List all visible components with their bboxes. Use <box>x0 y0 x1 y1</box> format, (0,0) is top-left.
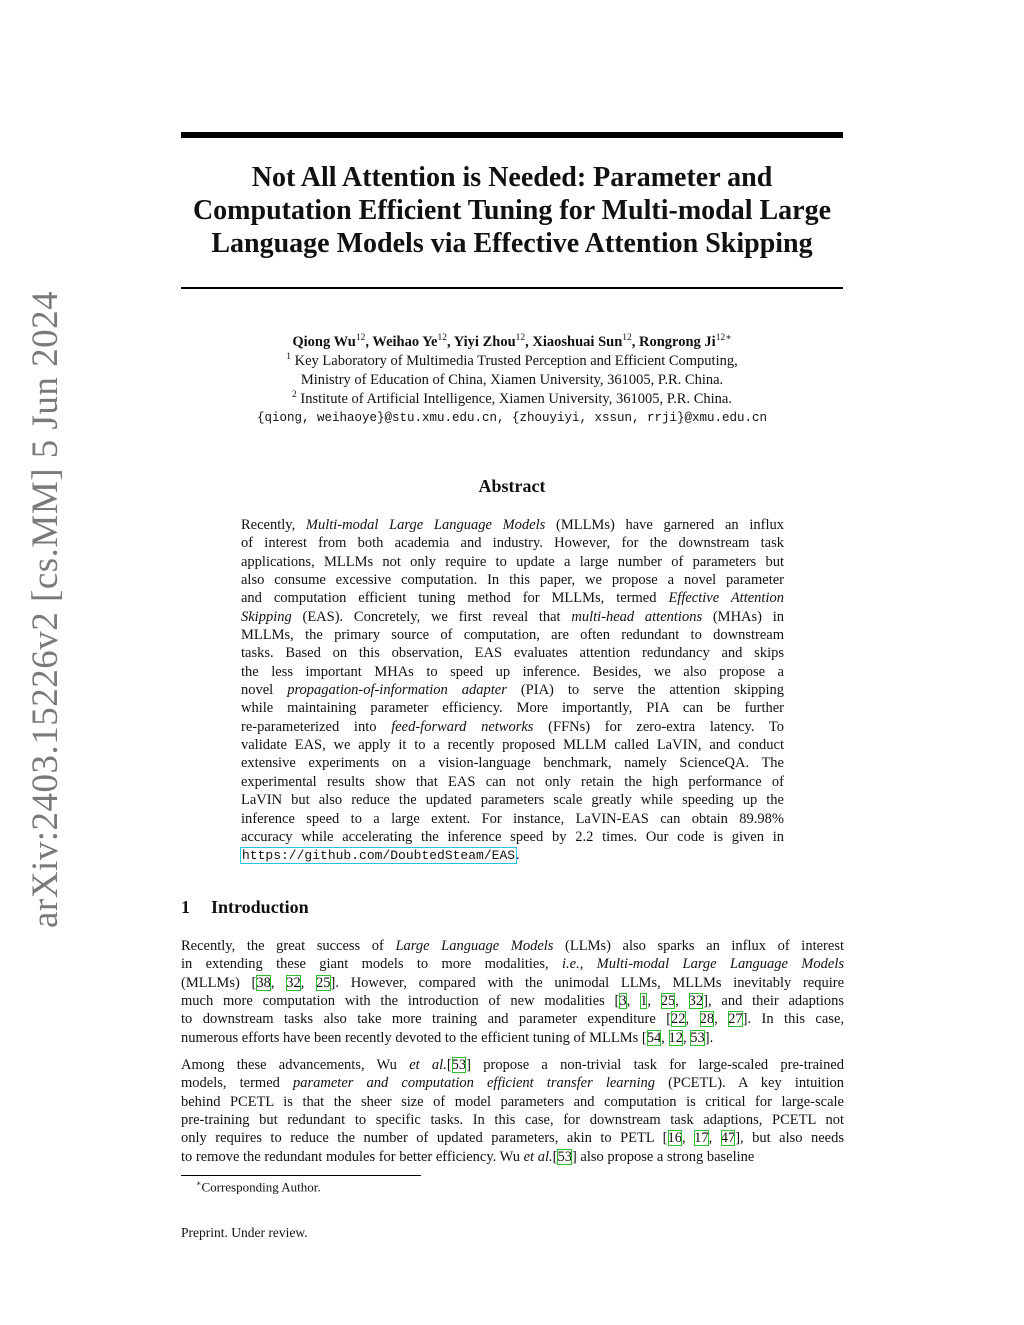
text-span: , <box>714 1011 729 1028</box>
preprint-notice: Preprint. Under review. <box>181 1225 308 1240</box>
text-line <box>181 1111 844 1129</box>
text-line <box>241 534 784 552</box>
text-line <box>241 736 784 754</box>
text-span: (MHAs) in <box>702 608 785 625</box>
title-line: Not All Attention is Needed: Parameter and <box>251 162 773 193</box>
text-line <box>241 553 784 571</box>
text-line <box>241 608 784 626</box>
text-span: applications, MLLMs not only require to update a large number of parameters but <box>241 553 784 570</box>
text-span: Recently, <box>241 517 306 533</box>
code-link[interactable]: https://github.com/DoubtedSteam/EAS <box>242 848 516 864</box>
text-span: multi-head attentions <box>571 608 703 625</box>
text-line <box>241 699 784 717</box>
text-span: ], and their adaptions <box>703 993 845 1010</box>
affiliation-1-cont: Ministry of Education of China, Xiamen University, 361005, P.R. China. <box>300 372 724 388</box>
title-top-rule <box>181 132 843 138</box>
text-span: propagation-of-information adapter <box>287 682 507 699</box>
text-span: LaVIN but also reduce the updated parameters scale greatly while speeding up the <box>241 792 784 809</box>
text-span: and computation efficient tuning method for MLLMs, termed <box>241 590 669 607</box>
text-span: much more computation with the introduction of new modalities [ <box>181 993 620 1010</box>
citation-link[interactable]: 25 <box>316 974 331 991</box>
text-span: while maintaining parameter efficiency. More importantly, PIA can be further <box>241 700 784 717</box>
text-span: behind PCETL is that the sheer size of model parameters and computation is critical for large-scale <box>181 1093 844 1110</box>
text-span: et al. <box>523 1148 553 1165</box>
text-span: pre-training but redundant to specific tasks. In this case, for downstream task adaptions, PCETL not <box>181 1112 844 1129</box>
text-span: (FFNs) for zero-extra latency. To <box>533 718 784 735</box>
intro-paragraph-1 <box>181 937 844 1047</box>
footnote <box>196 1179 321 1195</box>
author-emails: {qiong, weihaoye}@stu.xmu.edu.cn, {zhouyiyi, xssun, rrji}@xmu.edu.cn <box>256 411 768 425</box>
text-span: feed-forward networks <box>391 718 534 735</box>
text-span: (PCETL). A key intuition <box>654 1075 844 1092</box>
text-span: of interest from both academia and industry. However, for the downstream task <box>241 535 784 552</box>
text-span: ] propose a non-trivial task for large-scaled pre-trained <box>466 1057 845 1073</box>
author-name: Weihao Ye <box>372 334 438 350</box>
author-affil: 12 <box>515 333 526 344</box>
text-span: , <box>708 1130 721 1147</box>
citation-link[interactable]: 16 <box>667 1130 682 1147</box>
text-span: (LLMs) also sparks an influx of interest <box>553 938 844 954</box>
citation-link[interactable]: 27 <box>728 1011 743 1028</box>
text-span: , <box>675 993 689 1010</box>
text-line <box>241 791 784 809</box>
text-span: parameter and computation efficient transfer learning <box>293 1075 655 1092</box>
text-span: . <box>516 847 520 864</box>
title-bottom-rule <box>181 287 843 289</box>
section-number: 1 <box>181 897 190 917</box>
text-span: to remove the redundant modules for better efficiency. Wu <box>181 1148 524 1165</box>
citation-link[interactable]: 3 <box>619 993 627 1010</box>
footnote-mark: ∗ <box>196 1179 202 1188</box>
text-line <box>181 1093 844 1111</box>
text-span: (PIA) to serve the attention skipping <box>506 682 785 699</box>
text-span: ], but also needs <box>735 1130 845 1147</box>
citation-link[interactable]: 25 <box>660 993 676 1010</box>
title-line: Computation Efficient Tuning for Multi-modal Large <box>192 195 832 226</box>
text-span: re-parameterized into <box>241 718 392 735</box>
author-name: Qiong Wu <box>292 334 356 350</box>
text-line <box>181 1129 844 1147</box>
citation-link[interactable]: 53 <box>451 1057 467 1073</box>
text-line <box>241 516 784 534</box>
text-span: (MLLMs) have garnered an influx <box>545 517 784 533</box>
affiliation-2: $^2$ Institute of Artificial Intelligence, Xiamen University, 361005, P.R. China. <box>292 390 732 407</box>
text-span: Recently, the great success of <box>181 938 396 954</box>
text-line <box>181 1148 844 1166</box>
title-line: Language Models via Effective Attention Skipping <box>211 228 813 259</box>
arxiv-side-stamp: arXiv:2403.15226v2 [cs.MM] 5 Jun 2024 <box>25 290 66 928</box>
text-span: , <box>647 993 661 1010</box>
text-line <box>181 1074 844 1092</box>
text-span: Multi-modal Large Language Models <box>305 517 546 533</box>
text-span: , <box>300 974 317 991</box>
footnote-text: Corresponding Author. <box>201 1179 321 1195</box>
text-span: experimental results show that EAS can not only retain the high performance of <box>241 773 784 790</box>
text-span: Multi-modal Large Language Models <box>596 956 844 973</box>
text-line <box>241 681 784 699</box>
text-span: also consume excessive computation. In this paper, we propose a novel parameter <box>241 572 784 589</box>
paper-title <box>181 161 843 260</box>
text-span: validate EAS, we apply it to a recently proposed MLLM called LaVIN, and conduct <box>241 737 784 754</box>
abstract-heading: Abstract <box>478 476 546 496</box>
text-span: , <box>682 1130 695 1147</box>
text-span: , <box>626 993 641 1010</box>
text-span: inference speed to a large extent. For instance, LaVIN-EAS can obtain 89.98% <box>241 810 784 827</box>
citation-link[interactable]: 22 <box>671 1011 686 1028</box>
author-list: Qiong Wu$^{12}$, Weihao Ye$^{12}$, Yiyi Zhou$^{12}$, Xiaoshuai Sun$^{12}$, Rongrong $Ji^{12∗}$ <box>292 333 732 350</box>
text-span: in extending these giant models to more modalities, <box>181 956 562 973</box>
citation-link[interactable]: 47 <box>720 1130 736 1147</box>
text-span: tasks. Based on this observation, EAS evaluates attention redundancy and skips <box>241 645 784 662</box>
text-span: to downstream tasks also take more training and parameter expenditure [ <box>181 1011 672 1028</box>
text-line <box>241 773 784 791</box>
citation-link[interactable]: 12 <box>668 1029 683 1046</box>
abstract-body <box>241 516 784 866</box>
intro-paragraph-2 <box>181 1056 844 1166</box>
text-span: MLLMs, the primary source of computation, are often redundant to downstream <box>241 627 784 644</box>
text-line <box>241 846 784 865</box>
text-span: et al. <box>409 1057 447 1073</box>
text-line <box>241 571 784 589</box>
text-span: the less important MHAs to speed up inference. Besides, we also propose a <box>241 663 784 680</box>
author-name: Rongrong Ji <box>639 334 716 350</box>
text-line <box>241 810 784 828</box>
citation-link[interactable]: 54 <box>646 1029 662 1046</box>
text-span: ]. However, compared with the unimodal LLMs, MLLMs inevitably require <box>330 974 845 991</box>
author-name: Xiaoshuai Sun <box>532 334 623 350</box>
text-line <box>181 992 844 1010</box>
citation-link[interactable]: 38 <box>256 974 271 991</box>
text-span: ]. In this case, <box>742 1011 845 1028</box>
text-span: (EAS). Concretely, we first reveal that <box>291 608 572 625</box>
citation-link[interactable]: 32 <box>688 993 704 1010</box>
author-affil: 12 <box>355 333 366 344</box>
text-line <box>181 974 844 992</box>
author-affil: 12∗ <box>715 333 732 344</box>
text-line <box>241 828 784 846</box>
text-line <box>181 1010 844 1028</box>
citation-link[interactable]: 28 <box>699 1011 715 1028</box>
text-span: accuracy while accelerating the inference speed by 2.2 times. Our code is given in <box>241 828 784 845</box>
citation-link[interactable]: 53 <box>690 1029 705 1046</box>
text-span: , <box>683 1029 691 1046</box>
affiliation-1: $^1$ Key Laboratory of Multimedia Trusted Perception and Efficient Computing, <box>286 352 738 369</box>
text-span: , <box>661 1029 669 1046</box>
text-span: ]. <box>704 1029 714 1046</box>
text-span: (MLLMs) [ <box>181 974 257 991</box>
text-line <box>241 718 784 736</box>
text-span: ] also propose a strong baseline <box>571 1148 755 1165</box>
text-line <box>181 937 844 955</box>
text-span: models, termed <box>181 1075 293 1092</box>
citation-link[interactable]: 17 <box>694 1130 709 1147</box>
text-span: Large Language Models <box>395 938 554 954</box>
text-span: Among these advancements, Wu <box>181 1057 410 1073</box>
text-line <box>181 1056 844 1074</box>
text-span: , <box>685 1011 700 1028</box>
text-span: [ <box>446 1057 452 1073</box>
text-span: numerous efforts have been recently devoted to the efficient tuning of MLLMs [ <box>181 1029 647 1046</box>
text-line <box>241 589 784 607</box>
citation-link[interactable]: 32 <box>286 974 301 991</box>
author-name: Yiyi Zhou <box>453 334 516 350</box>
text-line <box>241 626 784 644</box>
section-title: Introduction <box>211 897 309 917</box>
text-line <box>241 663 784 681</box>
text-line <box>181 955 844 973</box>
text-span: i.e. <box>561 956 580 973</box>
text-span: , <box>579 956 597 973</box>
author-block <box>181 333 843 428</box>
text-line <box>181 1029 844 1047</box>
author-affil: 12 <box>437 333 447 344</box>
footnote-rule <box>181 1175 421 1176</box>
text-span: novel <box>241 682 288 699</box>
text-span: extensive experiments on a vision-language benchmark, namely ScienceQA. The <box>241 755 784 772</box>
text-line <box>241 754 784 772</box>
text-span: only requires to reduce the number of updated parameters, akin to PETL [ <box>181 1130 668 1147</box>
text-span: Skipping <box>241 608 292 625</box>
text-line <box>241 644 784 662</box>
citation-link[interactable]: 53 <box>557 1148 572 1165</box>
text-span: [ <box>552 1148 558 1165</box>
section-heading <box>181 897 309 918</box>
author-affil: 12 <box>622 333 632 344</box>
text-span: Effective Attention <box>668 590 784 607</box>
text-span: , <box>270 974 287 991</box>
citation-link[interactable]: 1 <box>640 993 648 1010</box>
